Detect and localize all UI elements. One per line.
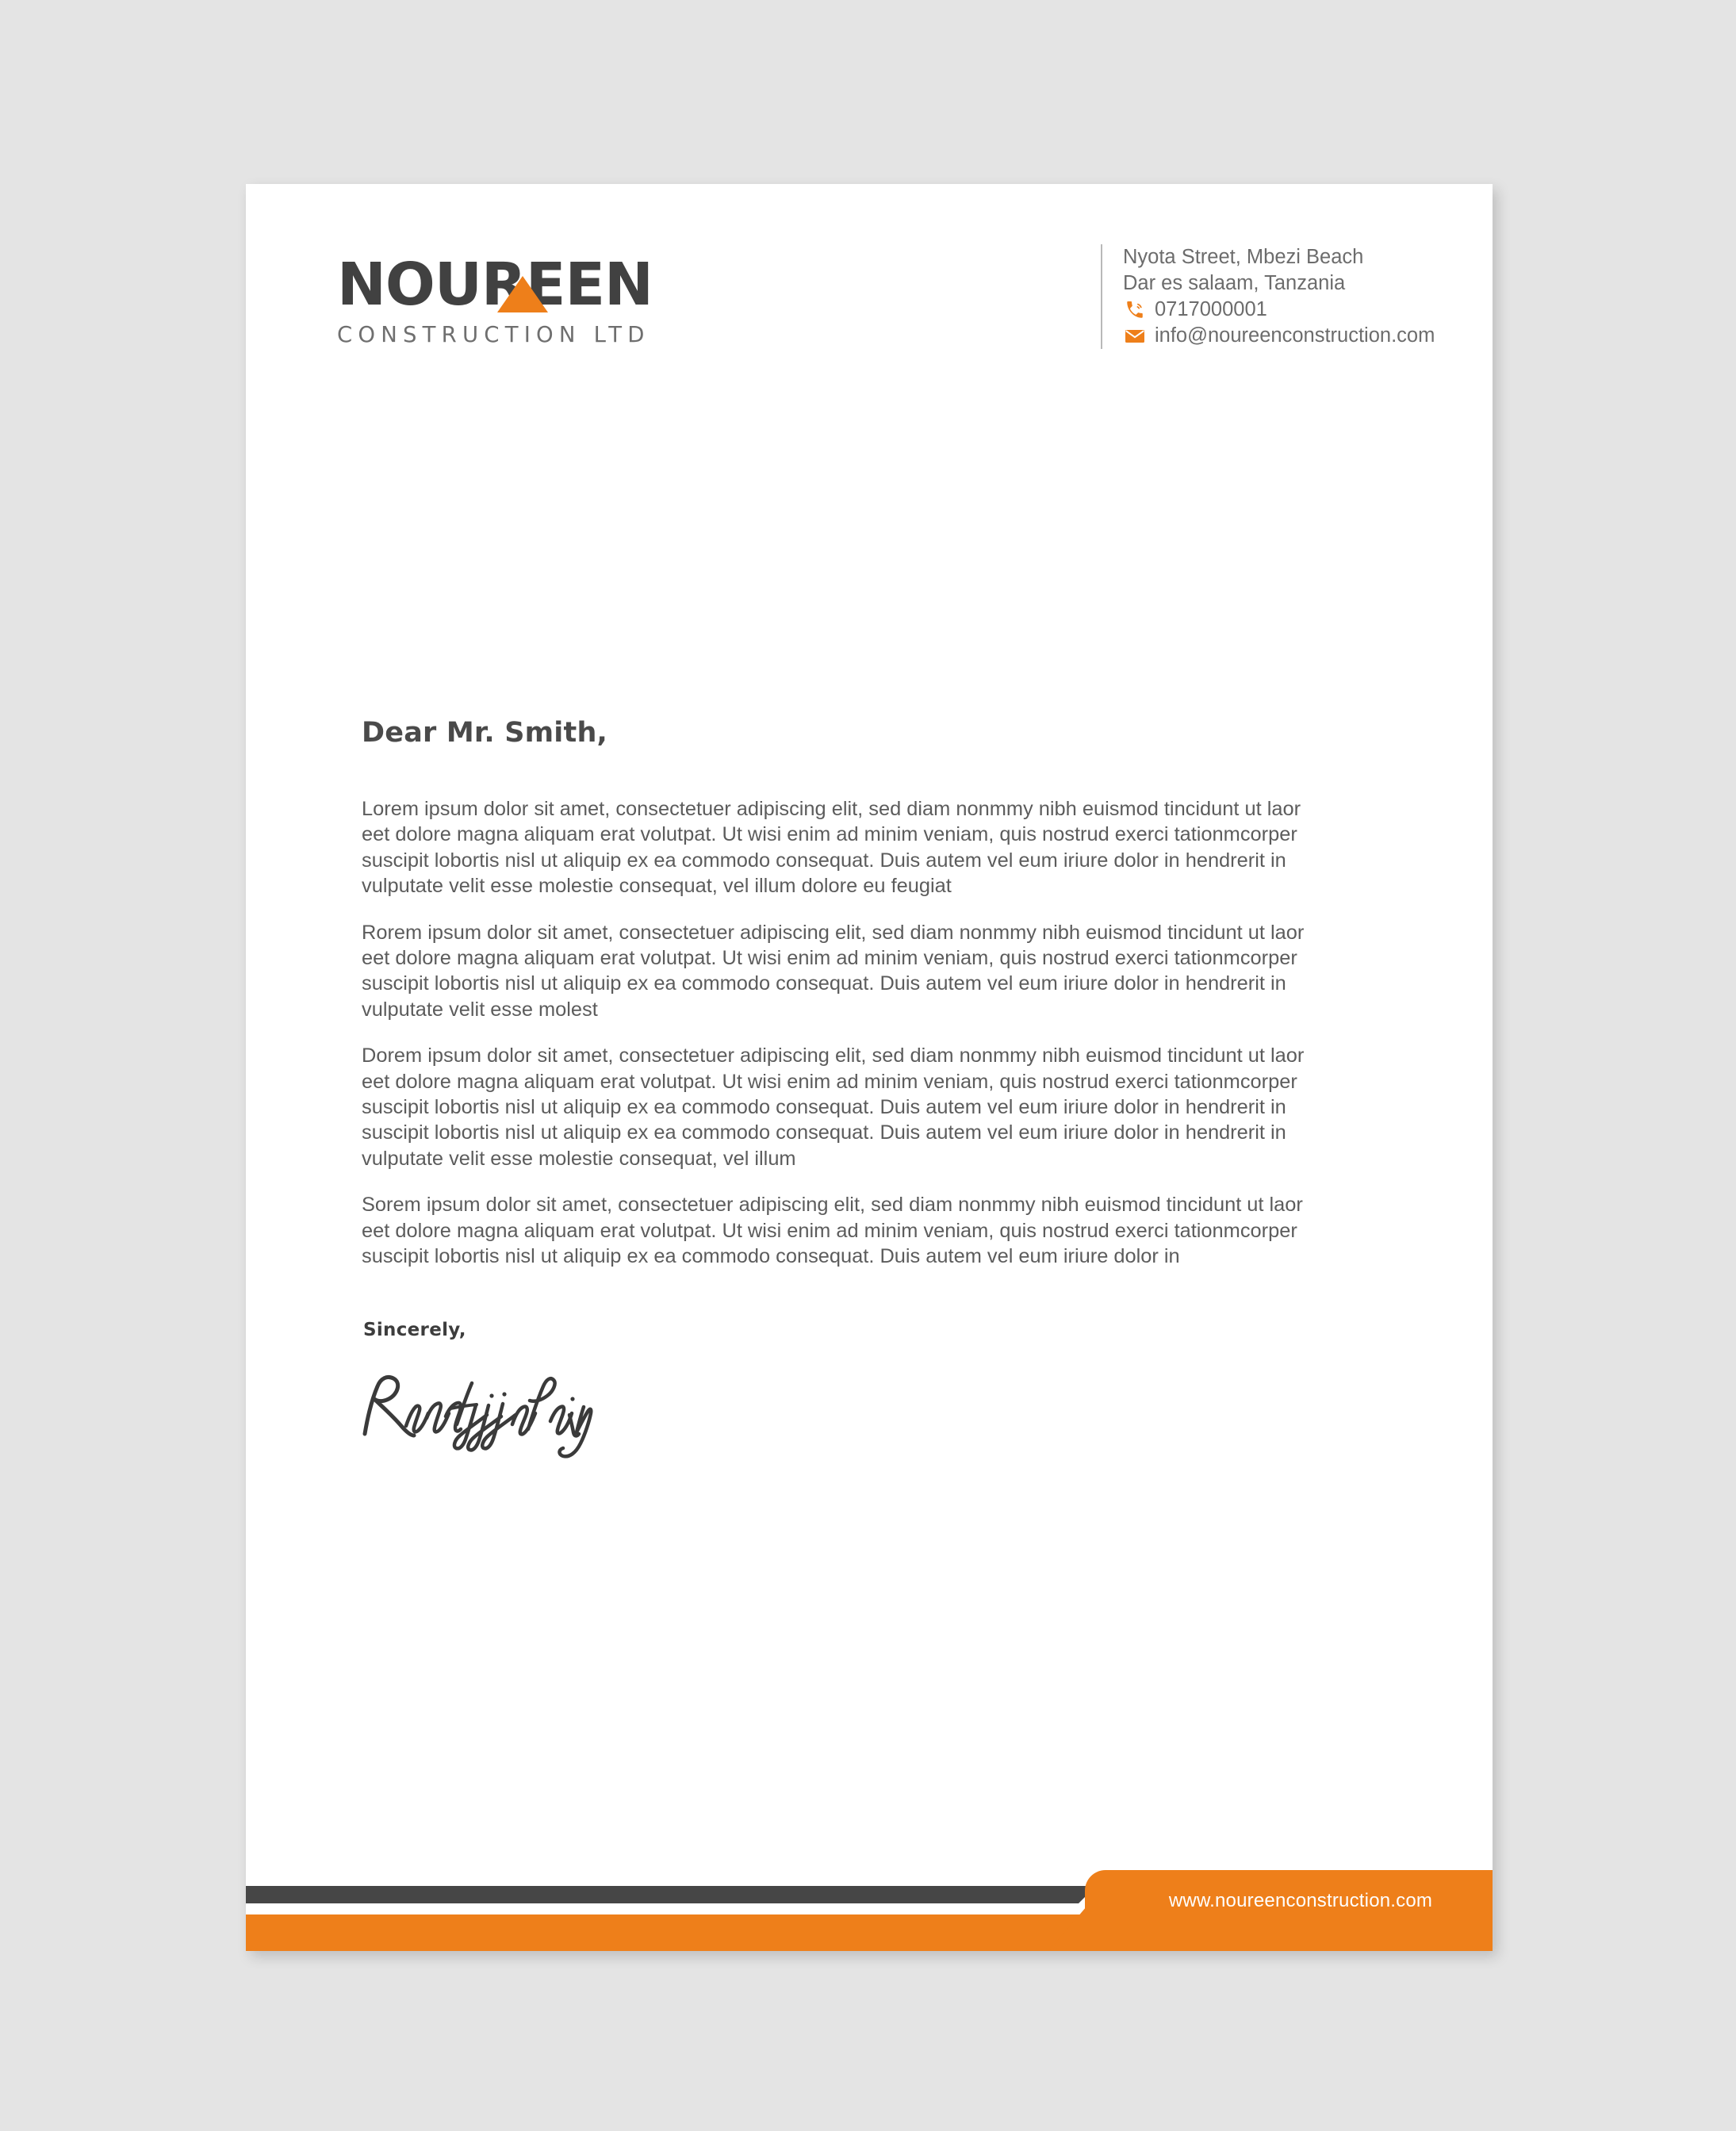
letterhead-page [246, 184, 1493, 1951]
website-url[interactable]: www.noureenconstruction.com [1168, 1890, 1433, 1911]
salutation: Dear Mr. Smith, [362, 717, 608, 749]
address-line-2: Dar es salaam, Tanzania [1123, 272, 1346, 294]
email-row[interactable] [1123, 323, 1435, 349]
address-line-1: Nyota Street, Mbezi Beach [1123, 246, 1364, 268]
phone-number: 0717000001 [1155, 298, 1267, 320]
logo-wordmark-container [337, 251, 694, 319]
envelope-icon [1123, 324, 1147, 348]
footer-dark-bar [246, 1886, 1096, 1903]
phone-icon [1123, 298, 1147, 322]
logo-wordmark-text: NOUREEN [337, 251, 653, 319]
letterhead-header [246, 184, 1493, 422]
body-paragraph: Dorem ipsum dolor sit amet, consectetuer adipiscing elit, sed diam nonmmy nibh euismod tincidunt ut laor eet dolore magna aliquam erat volutpat. Ut wisi enim ad minim veniam, quis nostrud exerci tationmcorper suscipit lobortis nisl ut aliquip ex ea commodo consequat. Duis autem vel eum iriure dolor in hendrerit in suscipit lobortis nisl ut aliquip ex ea commodo consequat. Duis autem vel eum iriure dolor in hendrerit in vulputate velit esse molestie consequat, vel illum [362, 1044, 1305, 1170]
email-address: info@noureenconstruction.com [1155, 324, 1435, 347]
body-paragraph: Rorem ipsum dolor sit amet, consectetuer adipiscing elit, sed diam nonmmy nibh euismod tincidunt ut laor eet dolore magna aliquam erat volutpat. Ut wisi enim ad minim veniam, quis nostrud exerci tationmcorper suscipit lobortis nisl ut aliquip ex ea commodo consequat. Duis autem vel eum iriure dolor in hendrerit in vulputate velit esse molest [362, 921, 1305, 1021]
phone-row[interactable] [1123, 297, 1435, 323]
body-paragraph: Lorem ipsum dolor sit amet, consectetuer adipiscing elit, sed diam nonmmy nibh euismod tincidunt ut laor eet dolore magna aliquam erat volutpat. Ut wisi enim ad minim veniam, quis nostrud exerci tationmcorper suscipit lobortis nisl ut aliquip ex ea commodo consequat. Duis autem vel eum iriure dolor in hendrerit in vulputate velit esse molestie consequat, vel illum dolore eu feugiat [362, 798, 1301, 898]
contact-block [1101, 244, 1435, 349]
footer-website-panel [1085, 1870, 1493, 1951]
logo-triangle-icon [497, 276, 548, 312]
signature [357, 1358, 611, 1461]
company-logo [337, 251, 694, 347]
body-paragraph: Sorem ipsum dolor sit amet, consectetuer adipiscing elit, sed diam nonmmy nibh euismod tincidunt ut laor eet dolore magna aliquam erat volutpat. Ut wisi enim ad minim veniam, quis nostrud exerci tationmcorper suscipit lobortis nisl ut aliquip ex ea commodo consequat. Duis autem vel eum iriure dolor in [362, 1194, 1303, 1268]
closing-text: Sincerely, [363, 1320, 466, 1340]
letterhead-footer [246, 1848, 1493, 1951]
logo-subtext: CONSTRUCTION LTD [337, 322, 650, 347]
letter-body [362, 796, 1323, 1270]
